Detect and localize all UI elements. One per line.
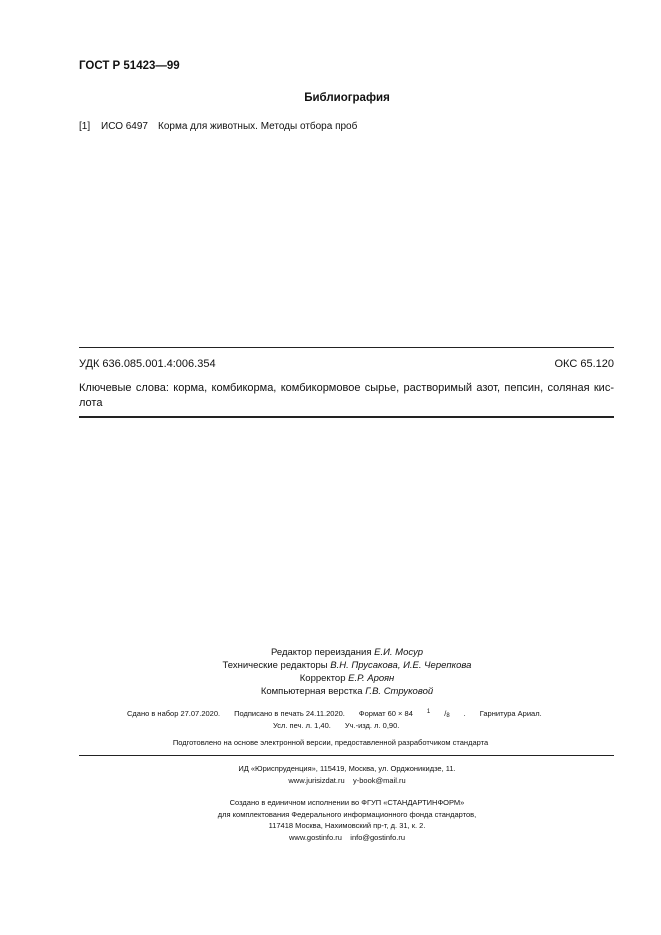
print-sheets: Усл. печ. л. 1,40. [273,721,331,730]
divider-publisher [79,755,614,756]
bibliography-title: Библиография [304,92,390,104]
print-info-row-1 [127,709,556,719]
print-info-row-2 [273,721,413,730]
corrector-line [0,672,661,685]
corrector-name: Е.Р. Ароян [348,673,395,684]
corrector-label: Корректор [299,673,346,684]
publisher-contacts [0,775,661,787]
producer-line-3: 117418 Москва, Нахимовский пр-т, д. 31, к. 2. [268,821,426,830]
format-prefix: Формат 60 × 84 [358,709,413,718]
entry-number: [1] [79,121,91,132]
producer-site-link[interactable]: www.gostinfo.ru [288,832,342,842]
tech-editors-names: В.Н. Прусакова, И.Е. Черепкова [330,660,472,671]
editor-label: Редактор переиздания [270,647,372,658]
editor-line [0,646,661,659]
format-numerator: 1 [426,709,431,715]
layout-line [0,685,661,698]
entry-standard: ИСО 6497 [101,121,148,132]
submitted-date: Сдано в набор 27.07.2020. [127,709,221,718]
paper-format: Формат 60 × 84 $^1$ /8 . [358,709,466,719]
tech-editors-line [0,659,661,672]
publisher-address: ИД «Юриспруденция», 115419, Москва, ул. Орджоникидзе, 11. [238,764,456,773]
credits-block [0,646,661,698]
entry-title: Корма для животных. Методы отбора проб [158,121,358,132]
publisher-email-link[interactable]: y-book@mail.ru [352,775,406,785]
prepared-note: Подготовлено на основе электронной версии, предоставленной разработчиком стандарта [172,738,489,747]
typeface: Гарнитура Ариал. [479,709,542,718]
signed-date: Подписано в печать 24.11.2020. [234,709,345,718]
format-denominator: 8 [446,713,450,719]
divider-top [79,347,614,348]
publisher-block [0,763,661,786]
layout-label: Компьютерная верстка [260,686,363,697]
producer-contacts [0,832,661,844]
keywords-line-1: Ключевые слова: корма, комбикорма, комбикормовое сырье, растворимый азот, пепсин, соляная кис- [79,382,614,394]
producer-line-2: для комплектования Федерального информационного фонда стандартов, [217,809,477,819]
producer-block [0,797,661,843]
producer-line-1: Создано в единичном исполнении во ФГУП «СТАНДАРТИНФОРМ» [229,798,465,807]
keywords [79,381,614,411]
producer-email-link[interactable]: info@gostinfo.ru [350,832,406,842]
oks-code: ОКС 65.120 [554,358,614,370]
layout-name: Г.В. Струковой [365,686,434,697]
divider-keywords [79,416,614,418]
publisher-sheets: Уч.-изд. л. 0,90. [344,721,400,730]
bibliography-entry [79,121,357,132]
keywords-line-2: лота [79,397,103,409]
udc-code: УДК 636.085.001.4:006.354 [79,358,216,370]
tech-editors-label: Технические редакторы [222,660,328,671]
document-code: ГОСТ Р 51423—99 [79,60,180,72]
publisher-site-link[interactable]: www.jurisizdat.ru [288,775,345,785]
editor-name: Е.И. Мосур [374,647,424,658]
